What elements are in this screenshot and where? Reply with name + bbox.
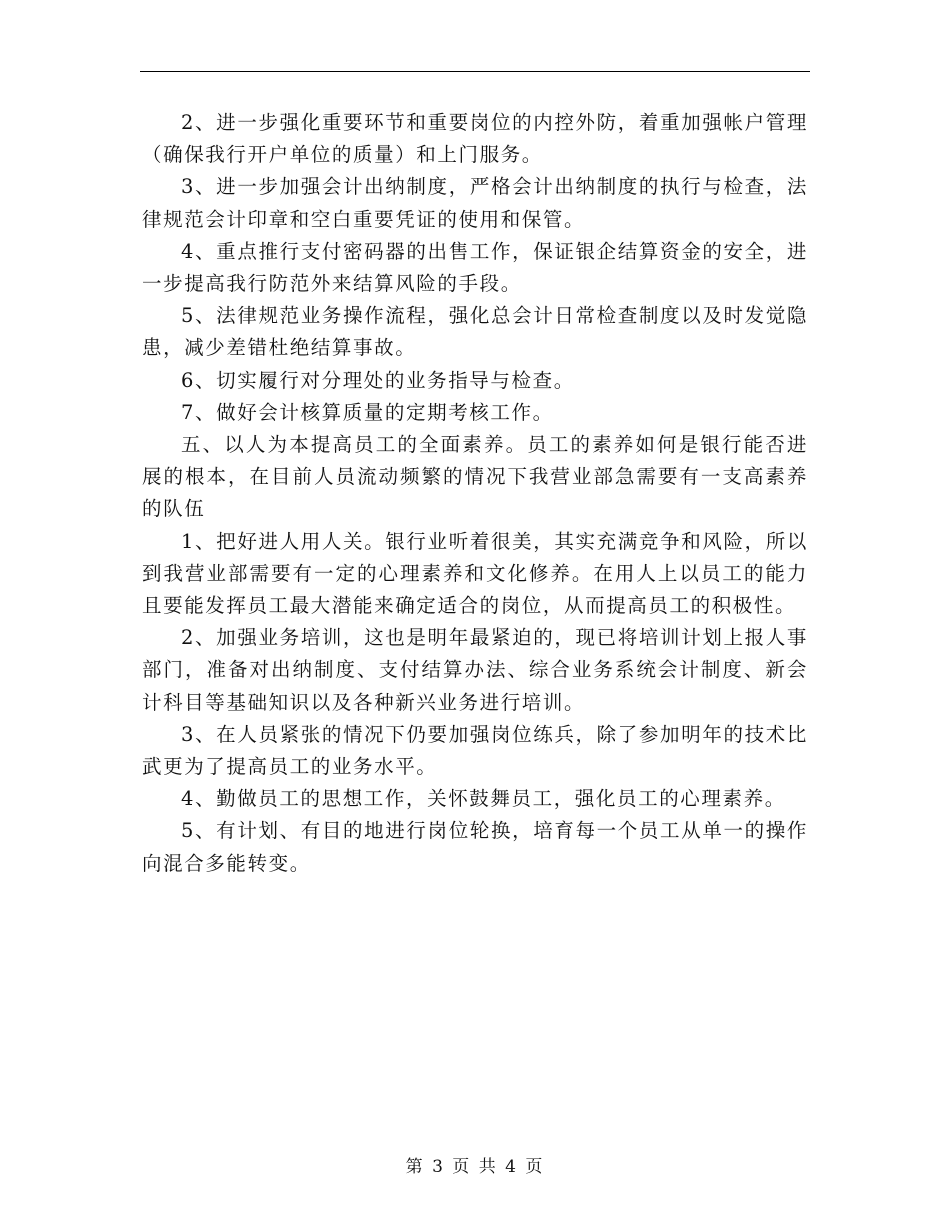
paragraph-item-2: 2、进一步强化重要环节和重要岗位的内控外防，着重加强帐户管理（确保我行开户单位的质量）和上门服务。	[142, 111, 808, 167]
paragraph-item-7: 7、做好会计核算质量的定期考核工作。	[181, 400, 554, 424]
total-page-count: 4	[505, 1157, 518, 1177]
paragraph-subitem-5: 5、有计划、有目的地进行岗位轮换，培育每一个员工从单一的操作向混合多能转变。	[142, 819, 808, 875]
paragraph-item-5: 5、法律规范业务操作流程，强化总会计日常检查制度以及时发觉隐患，减少差错杜绝结算事故。	[142, 304, 808, 360]
page-footer	[0, 1152, 950, 1177]
section-heading-5: 五、以人为本提高员工的全面素养。员工的素养如何是银行能否进展的根本，在目前人员流动频繁的情况下我营业部急需要有一支高素养的队伍	[142, 433, 808, 521]
current-page-number: 3	[432, 1157, 445, 1177]
paragraph-subitem-3: 3、在人员紧张的情况下仍要加强岗位练兵，除了参加明年的技术比武更为了提高员工的业务水平。	[142, 722, 808, 779]
footer-prefix: 第	[405, 1157, 425, 1177]
paragraph-item-4: 4、重点推行支付密码器的出售工作，保证银企结算资金的安全，进一步提高我行防范外来结算风险的手段。	[142, 239, 808, 296]
paragraph-subitem-1: 1、把好进人用人关。银行业听着很美，其实充满竞争和风险，所以到我营业部需要有一定的心理素养和文化修养。在用人上以员工的能力且要能发挥员工最大潜能来确定适合的岗位，从而提高员工的积极性。	[142, 529, 808, 618]
header-rule	[140, 71, 810, 72]
paragraph-subitem-2: 2、加强业务培训，这也是明年最紧迫的，现已将培训计划上报人事部门，准备对出纳制度、支付结算办法、综合业务系统会计制度、新会计科目等基础知识以及各种新兴业务进行培训。	[142, 626, 808, 714]
footer-suffix: 页	[525, 1157, 545, 1177]
paragraph-item-3: 3、进一步加强会计出纳制度，严格会计出纳制度的执行与检查，法律规范会计印章和空白重要凭证的使用和保管。	[142, 175, 808, 231]
footer-middle: 页 共	[452, 1157, 498, 1177]
document-body	[142, 107, 808, 880]
paragraph-item-6: 6、切实履行对分理处的业务指导与检查。	[181, 368, 575, 392]
paragraph-subitem-4: 4、勤做员工的思想工作，关怀鼓舞员工，强化员工的心理素养。	[181, 787, 786, 811]
